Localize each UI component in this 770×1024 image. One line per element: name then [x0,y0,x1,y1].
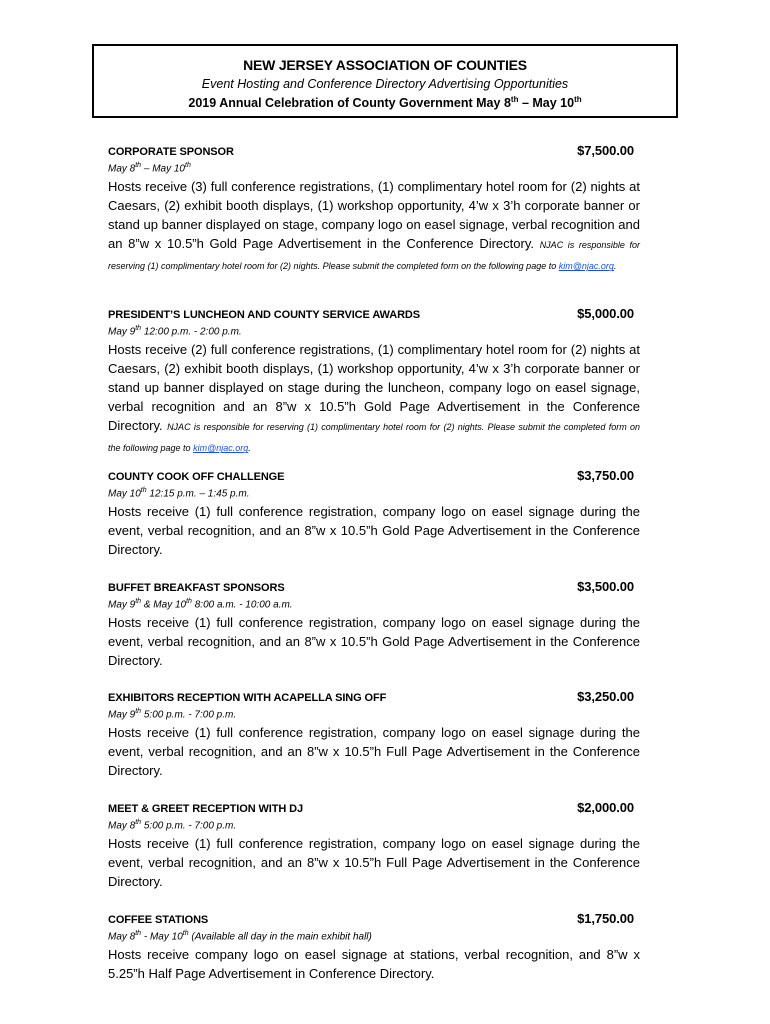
section-dates: May 9th 12:00 p.m. - 2:00 p.m. [108,325,242,338]
section-dates: May 8th - May 10th (Available all day in the main exhibit hall) [108,930,372,943]
section-name: COUNTY COOK OFF CHALLENGE [108,471,285,483]
section-dates: May 9th & May 10th 8:00 a.m. - 10:00 a.m. [108,598,293,611]
section-name: COFFEE STATIONS [108,914,209,926]
section-price: $3,250.00 [577,689,634,704]
section-description: Hosts receive (1) full conference registration, company logo on easel signage during the event, verbal recognition, and an 8”w x 10.5”h Gold Page Advertisement in the Conference Directory. [108,504,640,558]
section-name: PRESIDENT’S LUNCHEON AND COUNTY SERVICE AWARDS [108,309,420,321]
doc-subtitle: Event Hosting and Conference Directory Advertising Opportunities [201,77,569,91]
section-exhibitors-reception [108,689,640,780]
section-description: Hosts receive (1) full conference registration, company logo on easel signage during the event, verbal recognition, and an 8”w x 10.5”h Full Page Advertisement in the Conference Directory. [108,836,640,890]
section-price: $3,750.00 [577,468,634,483]
section-name: EXHIBITORS RECEPTION WITH ACAPELLA SING OFF [108,692,387,704]
section-buffet-breakfast [108,579,640,670]
section-name: BUFFET BREAKFAST SPONSORS [108,582,285,594]
email-link[interactable]: kim@njac.org [193,443,249,454]
section-coffee-stations [108,911,640,983]
header-box [92,44,678,118]
section-description: Hosts receive (1) full conference registration, company logo on easel signage during the event, verbal recognition, and an 8”w x 10.5”h Full Page Advertisement in the Conference Directory. [108,725,640,779]
section-price: $2,000.00 [577,800,634,815]
section-description: Hosts receive (1) full conference registration, company logo on easel signage during the event, verbal recognition, and an 8”w x 10.5”h Gold Page Advertisement in the Conference Directory. [108,615,640,669]
section-dates: May 10th 12:15 p.m. – 1:45 p.m. [108,487,250,500]
section-description: Hosts receive (2) full conference registrations, (1) complimentary hotel room for (2) nights at Caesars, (2) exhibit booth displays, (1) workshop opportunity, 4’w x 3’h corporate banner or stand up banner displayed on stage during the luncheon, company logo on easel signage, verbal recognition and an 8”w x 10.5”h Gold Page Advertisement in the Conference Directory. NJAC is responsible for reserving (1) complimentary hotel room for (2) nights. Please submit the completed form on the following page to kim@njac.org. [108,342,640,454]
section-price: $7,500.00 [577,143,634,158]
section-note: NJAC is responsible for reserving (1) complimentary hotel room for (2) nights. Please submit the completed form on the following page to kim@njac.org. [108,422,640,454]
section-name: MEET & GREET RECEPTION WITH DJ [108,803,304,815]
section-dates: May 9th 5:00 p.m. - 7:00 p.m. [108,708,237,721]
section-dates: May 8th – May 10th [108,162,191,175]
section-corporate-sponsor [108,143,640,276]
section-cook-off [108,468,640,559]
section-note: NJAC is responsible for reserving (1) complimentary hotel room for (2) nights. Please submit the completed form on the following page to kim@njac.org. [108,240,640,272]
email-link[interactable]: kim@njac.org [558,261,614,272]
section-price: $3,500.00 [577,579,634,594]
org-title: NEW JERSEY ASSOCIATION OF COUNTIES [243,57,527,73]
section-dates: May 8th 5:00 p.m. - 7:00 p.m. [108,819,237,832]
section-name: CORPORATE SPONSOR [108,146,234,158]
section-meet-greet [108,800,640,891]
section-description: Hosts receive (3) full conference registrations, (1) complimentary hotel room for (2) nights at Caesars, (2) exhibit booth displays, (1) workshop opportunity, 4’w x 3’h corporate banner or stand up banner displayed on stage, company logo on easel signage, verbal recognition and an 8”w x 10.5”h Gold Page Advertisement in the Conference Directory. NJAC is responsible for reserving (1) complimentary hotel room for (2) nights. Please submit the completed form on the following page to kim@njac.org. [108,179,640,272]
section-price: $1,750.00 [577,911,634,926]
section-description: Hosts receive company logo on easel signage at stations, verbal recognition, and 8”w x 5.25”h Half Page Advertisement in Conference Directory. [108,947,640,982]
section-presidents-luncheon [108,306,640,458]
event-line: 2019 Annual Celebration of County Government May 8th – May 10th [188,95,582,111]
section-price: $5,000.00 [577,306,634,321]
